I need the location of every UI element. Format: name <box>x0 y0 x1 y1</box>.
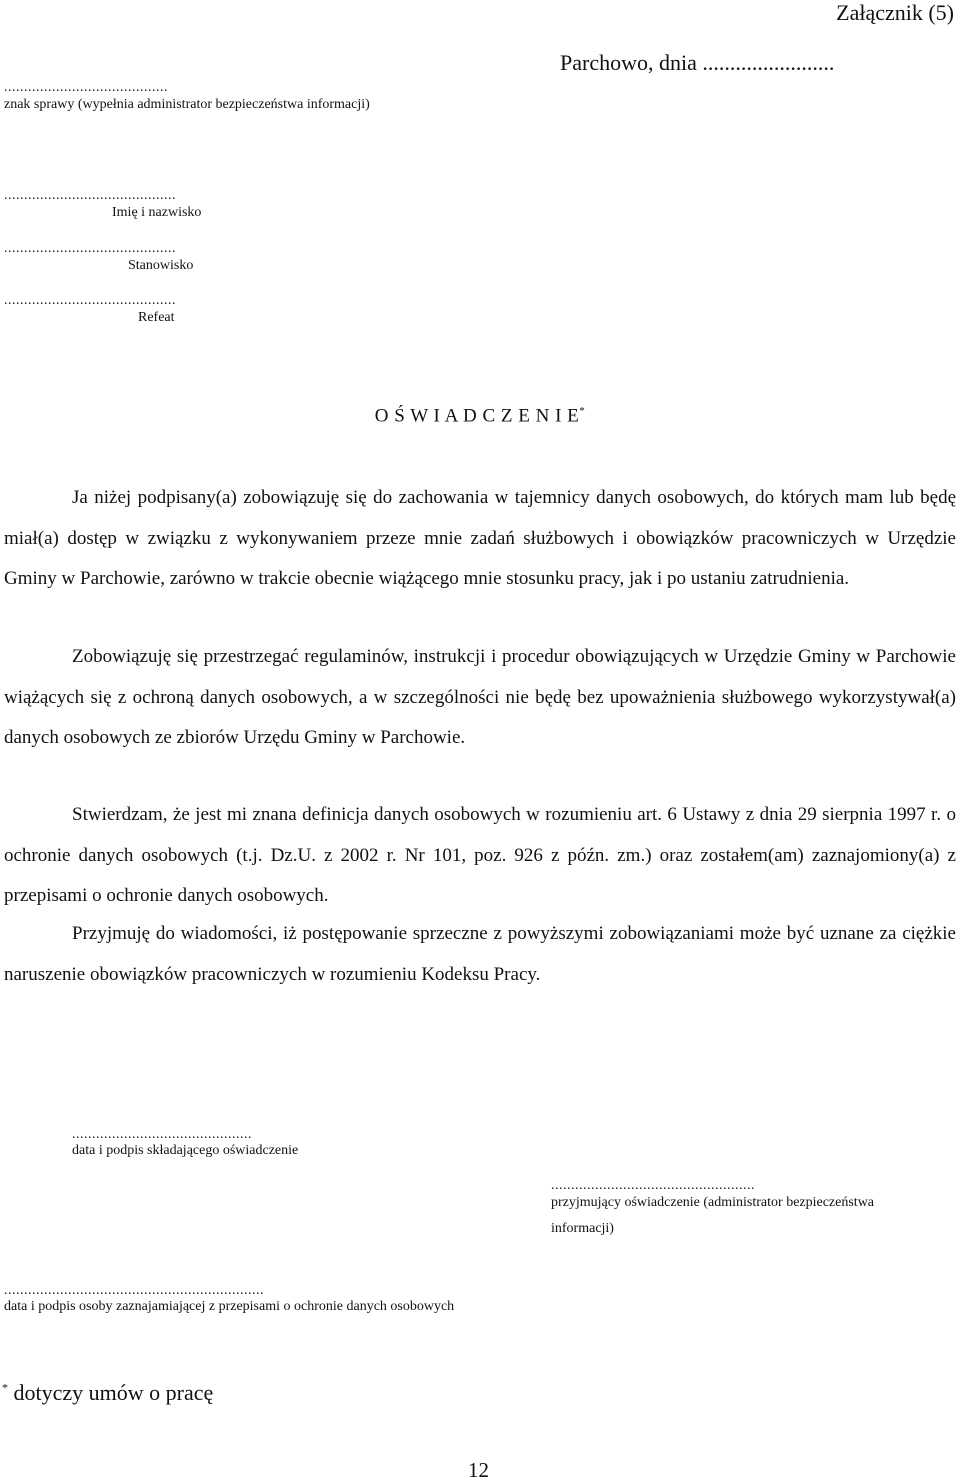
department-label: Refeat <box>138 310 175 325</box>
attachment-label: Załącznik (5) <box>836 0 954 25</box>
place-date-field: Parchowo, dnia ........................ <box>560 50 835 75</box>
paragraph-definition: Stwierdzam, że jest mi znana definicja danych osobowych w rozumieniu art. 6 Ustawy z dnia 29 sierpnia 1997 r. o ochronie danych osobowych (t.j. Dz.U. z 2002 r. Nr 101, poz. 926 z późn. zm.) oraz zostałem(am) zaznajomiony(a) z przepisami o ochronie danych osobowych. <box>4 804 956 906</box>
admin-signature-label: przyjmujący oświadczenie (administrator bezpieczeństwa <box>551 1195 875 1210</box>
document-title <box>0 405 960 427</box>
case-number-label: znak sprawy (wypełnia administrator bezpieczeństwa informacji) <box>4 97 370 112</box>
admin-signature-dots: ................................................... <box>551 1178 755 1193</box>
name-dots: ........................................... <box>4 188 176 203</box>
paragraph-regulations: Zobowiązuję się przestrzegać regulaminów, instrukcji i procedur obowiązujących w Urzędzie Gminy w Parchowie wiążących się z ochroną danych osobowych, a w szczególności nie będę bez upoważnienia służbowego wykorzystywał(a) danych osobowych ze zbiorów Urzędu Gminy w Parchowie. <box>4 646 956 748</box>
title-footnote-mark: * <box>579 405 586 417</box>
title-text: O Ś W I A D C Z E N I E <box>374 405 580 427</box>
paragraph-consequences: Przyjmuję do wiadomości, iż postępowanie sprzeczne z powyższymi zobowiązaniami może być uznane za ciężkie naruszenie obowiązków pracowniczych w rozumieniu Kodeksu Pracy. <box>4 923 956 985</box>
trainer-signature-dots: ................................................................. <box>4 1283 264 1298</box>
footnote-text: dotyczy umów o pracę <box>8 1380 214 1405</box>
declarant-signature-dots: ............................................. <box>72 1127 252 1142</box>
paragraph-confidentiality: Ja niżej podpisany(a) zobowiązuję się do zachowania w tajemnicy danych osobowych, do których mam lub będę miał(a) dostęp w związku z wykonywaniem przeze mnie zadań służbowych i obowiązków pracowniczych w Urzędzie Gminy w Parchowie, zarówno w trakcie obecnie wiążącego mnie stosunku pracy, jak i po ustaniu zatrudnienia. <box>4 487 956 589</box>
department-dots: ........................................... <box>4 293 176 308</box>
name-label: Imię i nazwisko <box>112 205 202 220</box>
position-dots: ........................................... <box>4 241 176 256</box>
trainer-signature-label: data i podpis osoby zaznajamiającej z przepisami o ochronie danych osobowych <box>4 1299 455 1314</box>
case-number-dots: ......................................... <box>4 80 168 95</box>
admin-signature-label-cont: informacji) <box>551 1221 614 1236</box>
declarant-signature-label: data i podpis składającego oświadczenie <box>72 1143 299 1158</box>
footnote <box>2 1380 213 1406</box>
page-number: 12 <box>468 1458 489 1482</box>
position-label: Stanowisko <box>128 258 194 273</box>
footnote-mark: * <box>2 1380 8 1395</box>
